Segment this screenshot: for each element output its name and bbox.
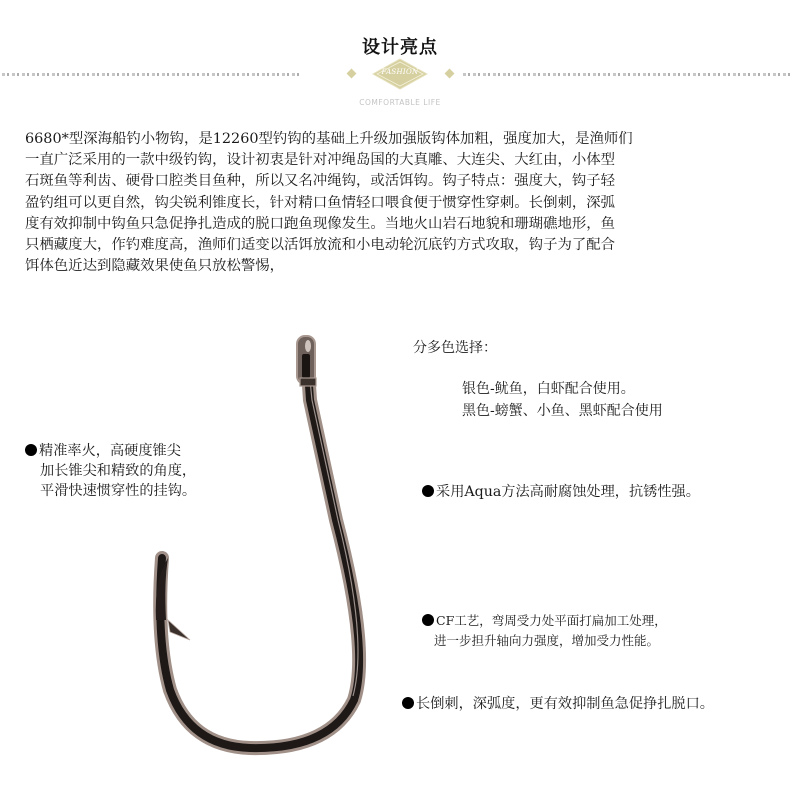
feature-text: 采用Aqua方法高耐腐蚀处理，抗锈性强。 (436, 484, 700, 500)
description-line: 石斑鱼等利齿、硬骨口腔类目鱼种，所以又名冲绳钩，或活饵钩。钩子特点：强度大，钩子轻 (25, 173, 616, 190)
feature-text: 精准率火，高硬度锥尖 (39, 443, 181, 459)
product-description (25, 129, 785, 277)
feature-hardened-point (25, 441, 196, 501)
section-title: 设计亮点 (362, 37, 438, 58)
description-line: 6680*型深海船钓小物钩，是12260型钓钩的基础上升级加强版钩体加粗，强度加大，是渔师们 (25, 131, 633, 147)
feature-text: 进一步担升轴向力强度，增加受力性能。 (434, 633, 660, 648)
feature-corrosion-resistance (422, 482, 700, 502)
color-option-black: 黑色-螃蟹、小鱼、黑虾配合使用 (462, 403, 663, 419)
description-line: 一直广泛采用的一款中级钓钩，设计初衷是针对冲绳岛国的大真雕、大连尖、大红由，小体型 (25, 152, 616, 169)
decorative-divider-left (2, 73, 302, 76)
feature-text: 长倒刺，深弧度，更有效抑制鱼急促挣扎脱口。 (416, 696, 714, 712)
feature-text: 平滑快速惯穿性的挂钩。 (40, 483, 197, 499)
decorative-divider-right (463, 73, 793, 76)
color-options-heading: 分多色选择： (413, 340, 497, 356)
color-options-list (462, 378, 663, 422)
description-line: 盈钓组可以更自然，钩尖锐利锥度长，针对精口鱼情轻口喂食便于惯穿性穿刺。长倒刺，深弧 (25, 194, 616, 211)
bullet-icon (25, 444, 37, 456)
bullet-icon (402, 697, 414, 709)
feature-text: CF工艺，弯周受力处平面打扁加工处理， (436, 613, 667, 628)
fishing-hook-icon (140, 320, 400, 800)
small-diamond-icon (347, 69, 357, 79)
description-line: 饵体色近达到隐藏效果使鱼只放松警惕， (25, 258, 285, 275)
section-subtitle: COMFORTABLE LIFE (359, 98, 441, 107)
color-option-silver: 银色-鱿鱼，白虾配合使用。 (462, 381, 635, 397)
logo-text: FASHION (381, 68, 419, 76)
feature-cf-process (422, 611, 667, 651)
small-diamond-icon (445, 69, 455, 79)
feature-long-barb (402, 694, 714, 714)
description-line: 度有效抑制中钩鱼只急促挣扎造成的脱口跑鱼现像发生。当地火山岩石地貌和珊瑚礁地形，鱼 (25, 215, 616, 232)
bullet-icon (422, 485, 434, 497)
description-line: 只栖藏度大，作钓难度高，渔师们适变以活饵放流和小电动轮沉底钓方式攻取，钩子为了配合 (25, 237, 616, 254)
bullet-icon (422, 614, 434, 626)
feature-text: 加长锥尖和精致的角度， (40, 463, 197, 479)
